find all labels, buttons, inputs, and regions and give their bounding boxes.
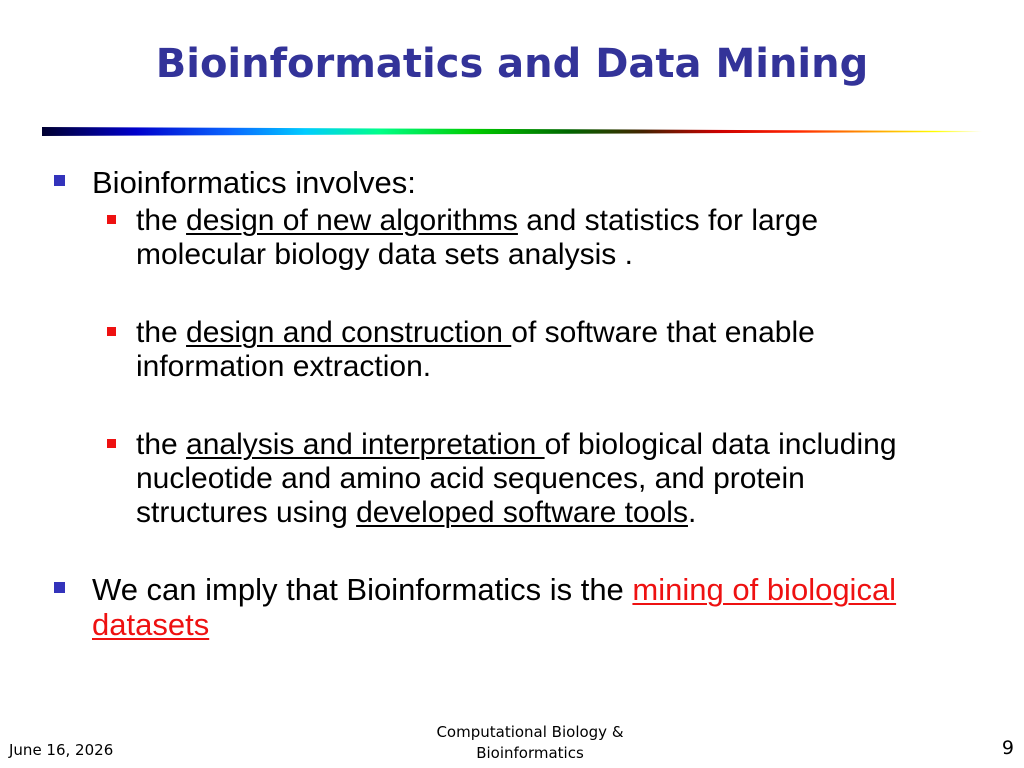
footer-date: June 16, 2026 <box>9 741 114 759</box>
sub-bullet-mid: of biological data including nucleotide and amino acid sequences, and protein structures using <box>136 428 897 529</box>
sub-bullet-pre: the <box>136 428 187 461</box>
sub-bullet-analysis <box>136 428 936 530</box>
square-bullet-icon <box>54 582 65 593</box>
page-number: 9 <box>1001 737 1014 759</box>
square-bullet-icon <box>107 215 116 224</box>
underlined-phrase: design and construction <box>186 316 512 349</box>
gradient-divider <box>42 127 982 136</box>
sub-bullet-algorithms <box>136 204 936 272</box>
bullet-text: Bioinformatics involves: <box>92 165 416 200</box>
bullet-text: We can imply that Bioinformatics is the <box>92 572 633 607</box>
sub-bullet-software <box>136 316 936 384</box>
underlined-phrase: analysis and interpretation <box>186 428 545 461</box>
square-bullet-icon <box>107 327 116 336</box>
sub-bullet-post: . <box>687 496 697 529</box>
footer-course-line1: Computational Biology & <box>436 723 624 741</box>
footer-course-line2: Bioinformatics <box>476 744 584 762</box>
square-bullet-icon <box>107 439 116 448</box>
sub-bullet-pre: the <box>136 204 187 237</box>
footer-course-title <box>380 722 680 764</box>
bullet-bioinformatics-involves <box>92 165 992 200</box>
highlighted-phrase: mining of biological datasets <box>92 572 897 642</box>
square-bullet-icon <box>54 175 65 186</box>
slide-title: Bioinformatics and Data Mining <box>155 41 869 87</box>
sub-bullet-post: of software that enable information extraction. <box>136 316 815 383</box>
sub-bullet-post: and statistics for large molecular biology data sets analysis . <box>136 204 819 271</box>
underlined-phrase: design of new algorithms <box>186 204 518 237</box>
sub-bullet-pre: the <box>136 316 187 349</box>
underlined-phrase-tools: developed software tools <box>356 496 688 529</box>
bullet-imply <box>92 572 992 642</box>
